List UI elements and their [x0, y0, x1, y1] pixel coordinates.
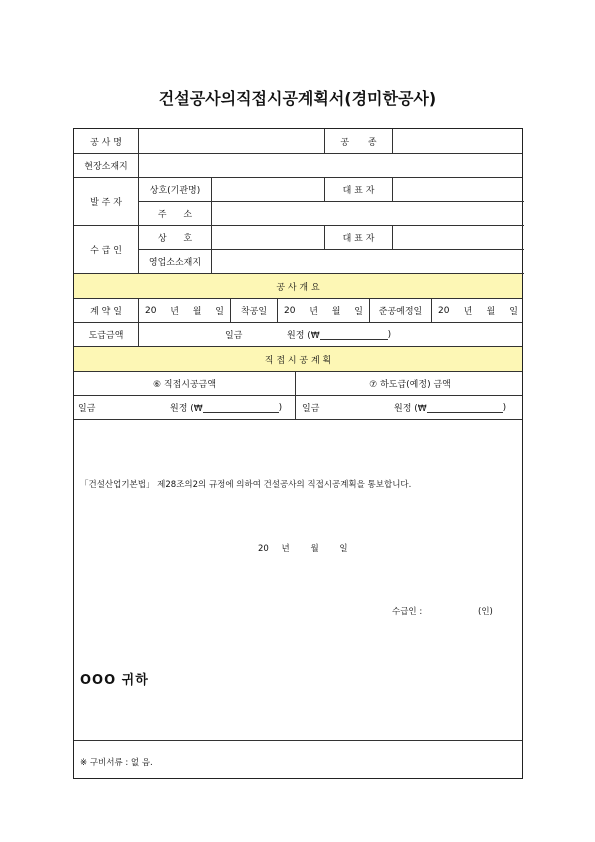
field-work-type[interactable] [393, 129, 524, 153]
label-contract-date: 계 약 일 [74, 299, 139, 322]
recipient: OOO 귀하 [80, 673, 149, 688]
field-orderer-address[interactable] [212, 202, 524, 225]
plan-header: 직 접 시 공 계 획 [264, 355, 332, 366]
field-start-date[interactable] [278, 299, 370, 322]
label-orderer-address: 주 소 [139, 202, 212, 225]
completion-date-20: 20 [438, 305, 450, 316]
amount-text: 일금 [225, 331, 243, 341]
field-contractor-rep[interactable] [393, 226, 524, 249]
sub-amount-won: 원정 (₩ [394, 404, 427, 414]
completion-date-day: 일 [509, 307, 518, 317]
sign-date-20: 20 [258, 544, 269, 554]
sign-date [258, 542, 348, 554]
label-contractor-office: 영업소소재지 [139, 250, 212, 273]
row-orderer-address [139, 202, 524, 226]
label-orderer-rep: 대 표 자 [325, 178, 393, 201]
label-contractor-rep: 대 표 자 [325, 226, 393, 249]
completion-date-month: 월 [486, 307, 496, 317]
sub-amount-close: ) [502, 402, 507, 413]
field-orderer-company[interactable] [212, 178, 325, 201]
field-orderer-rep[interactable] [393, 178, 524, 201]
row-contractor-office [139, 250, 524, 274]
amount-close: ) [387, 329, 392, 340]
row-plan-labels [74, 372, 522, 396]
contract-date-year: 년 [170, 307, 179, 317]
label-direct-amount: ⑥ 직접시공금액 [74, 372, 296, 395]
direct-amount-blank [203, 403, 279, 413]
field-contract-date[interactable] [139, 299, 231, 322]
attachments-divider [74, 740, 522, 741]
label-start-date: 착공일 [231, 299, 278, 322]
field-subcontract-amount[interactable] [296, 396, 524, 419]
label-project-name: 공 사 명 [74, 129, 139, 153]
amount-blank [320, 330, 388, 340]
start-date-20: 20 [284, 305, 296, 316]
field-site-location[interactable] [139, 154, 524, 177]
row-contractor-company [139, 226, 524, 250]
field-contract-amount[interactable] [139, 323, 524, 346]
row-site [74, 154, 522, 178]
sign-date-day: 일 [339, 544, 348, 554]
field-contractor-office[interactable] [212, 250, 524, 273]
contract-date-20: 20 [145, 305, 157, 316]
signer-label: 수급인 : [392, 607, 423, 617]
row-plan-amounts [74, 396, 522, 420]
attachments-note: ※ 구비서류 : 없 음. [80, 758, 153, 768]
field-project-name[interactable] [139, 129, 325, 153]
direct-amount-close: ) [278, 402, 283, 413]
direct-amount-text: 일금 [78, 404, 96, 414]
row-amount [74, 323, 522, 347]
statement-text: 「건설산업기본법」 제28조의2의 규정에 의하여 건설공사의 직접시공계획을 통보합니다. [80, 480, 412, 490]
amount-won: 원정 (₩ [287, 331, 320, 341]
label-contract-amount: 도급금액 [74, 323, 139, 346]
start-date-year: 년 [309, 307, 318, 317]
label-contractor-company: 상 호 [139, 226, 212, 249]
row-orderer-company [139, 178, 524, 202]
field-direct-amount[interactable] [74, 396, 296, 419]
seal-mark: (인) [478, 607, 493, 617]
start-date-day: 일 [354, 307, 363, 317]
label-subcontract-amount: ⑦ 하도급(예정) 금액 [369, 380, 451, 390]
label-site-location: 현장소재지 [74, 154, 139, 177]
field-completion-date[interactable] [432, 299, 524, 322]
sign-date-year: 년 [281, 544, 290, 554]
plan-header-row [74, 347, 522, 372]
completion-date-year: 년 [463, 307, 473, 317]
direct-amount-won: 원정 (₩ [170, 404, 203, 414]
overview-header-row [74, 274, 522, 299]
label-orderer-company: 상호(기관명) [139, 178, 212, 201]
contract-date-day: 일 [215, 307, 224, 317]
sub-amount-text: 일금 [302, 404, 320, 414]
label-contractor: 수 급 인 [74, 226, 139, 274]
label-work-type: 공 종 [325, 129, 393, 153]
label-orderer: 발 주 자 [74, 178, 139, 226]
field-contractor-company[interactable] [212, 226, 325, 249]
overview-header: 공 사 개 요 [276, 282, 320, 293]
row-project [74, 129, 522, 154]
sign-date-month: 월 [310, 544, 319, 554]
sub-amount-blank [427, 403, 503, 413]
row-dates [74, 299, 522, 323]
label-completion-date: 준공예정일 [370, 299, 432, 322]
contract-date-month: 월 [192, 307, 202, 317]
document-title: 건설공사의직접시공계획서(경미한공사) [158, 89, 437, 108]
start-date-month: 월 [331, 307, 341, 317]
form-table [73, 128, 523, 779]
